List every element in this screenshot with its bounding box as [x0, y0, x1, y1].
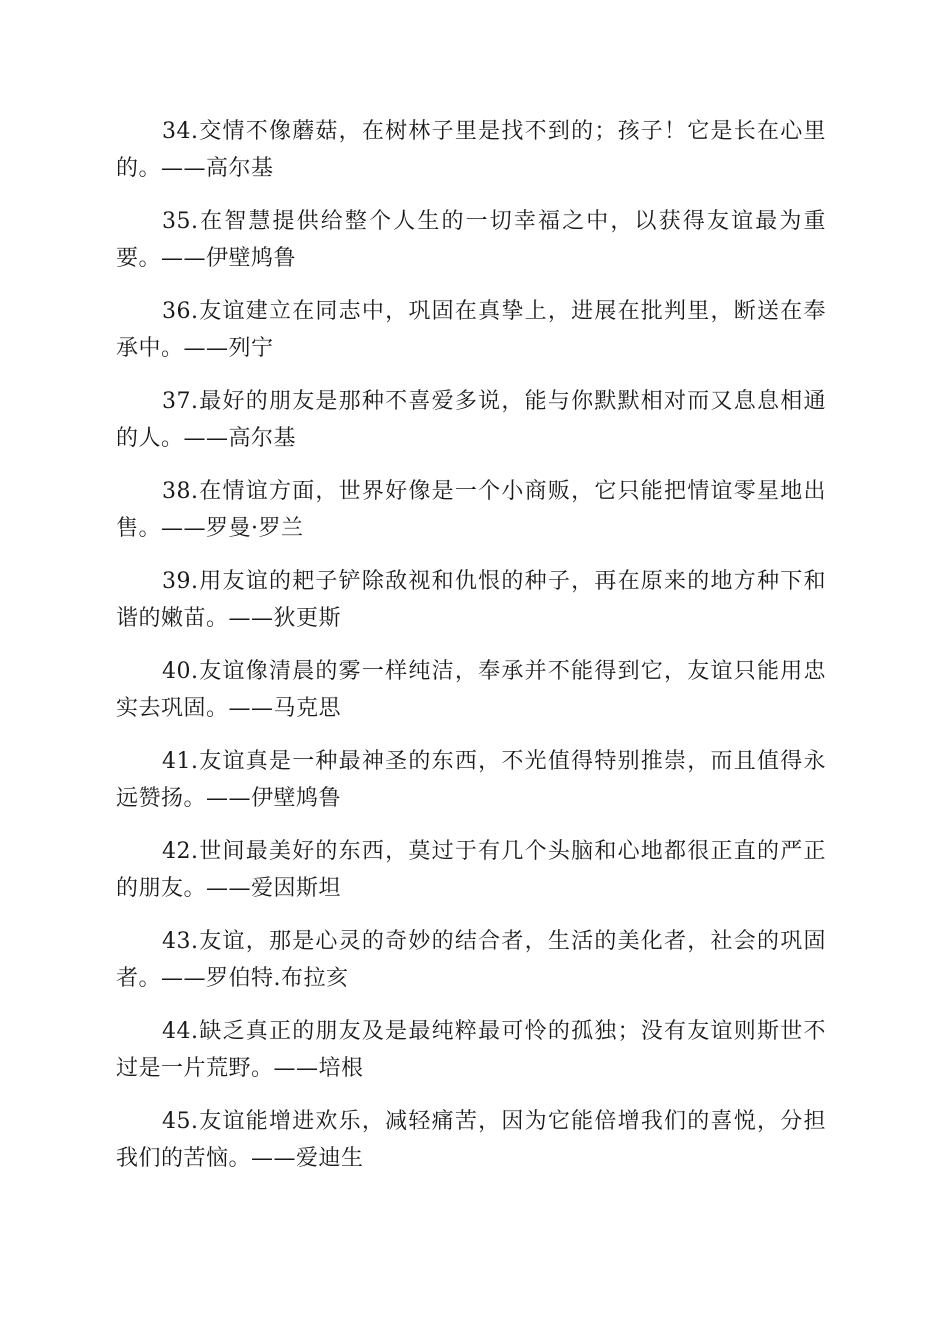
- quote-paragraph: 39.用友谊的耙子铲除敌视和仇恨的种子，再在原来的地方种下和谐的嫩苗。——狄更斯: [116, 569, 826, 631]
- quote-paragraph: 41.友谊真是一种最神圣的东西，不光值得特别推崇，而且值得永远赞扬。——伊壁鸠鲁: [116, 749, 826, 811]
- quote-paragraph: 42.世间最美好的东西，莫过于有几个头脑和心地都很正直的严正的朋友。——爱因斯坦: [116, 839, 826, 901]
- quote-paragraph: 37.最好的朋友是那种不喜爱多说，能与你默默相对而又息息相通的人。——高尔基: [116, 389, 826, 451]
- quote-paragraph: 45.友谊能增进欢乐，减轻痛苦，因为它能倍增我们的喜悦，分担我们的苦恼。——爱迪生: [116, 1109, 826, 1171]
- quote-paragraph: 43.友谊，那是心灵的奇妙的结合者，生活的美化者，社会的巩固者。——罗伯特.布拉亥: [116, 929, 826, 991]
- quote-paragraph: 44.缺乏真正的朋友及是最纯粹最可怜的孤独；没有友谊则斯世不过是一片荒野。——培根: [116, 1019, 826, 1081]
- quote-paragraph: 36.友谊建立在同志中，巩固在真挚上，进展在批判里，断送在奉承中。——列宁: [116, 299, 826, 361]
- quote-paragraph: 38.在情谊方面，世界好像是一个小商贩，它只能把情谊零星地出售。——罗曼·罗兰: [116, 479, 826, 541]
- quote-paragraph: 34.交情不像蘑菇，在树林子里是找不到的；孩子！它是长在心里的。——高尔基: [116, 119, 826, 181]
- quote-paragraph: 35.在智慧提供给整个人生的一切幸福之中，以获得友谊最为重要。——伊壁鸠鲁: [116, 209, 826, 271]
- quote-paragraph: 40.友谊像清晨的雾一样纯洁，奉承并不能得到它，友谊只能用忠实去巩固。——马克思: [116, 659, 826, 721]
- quote-list: [116, 113, 826, 1193]
